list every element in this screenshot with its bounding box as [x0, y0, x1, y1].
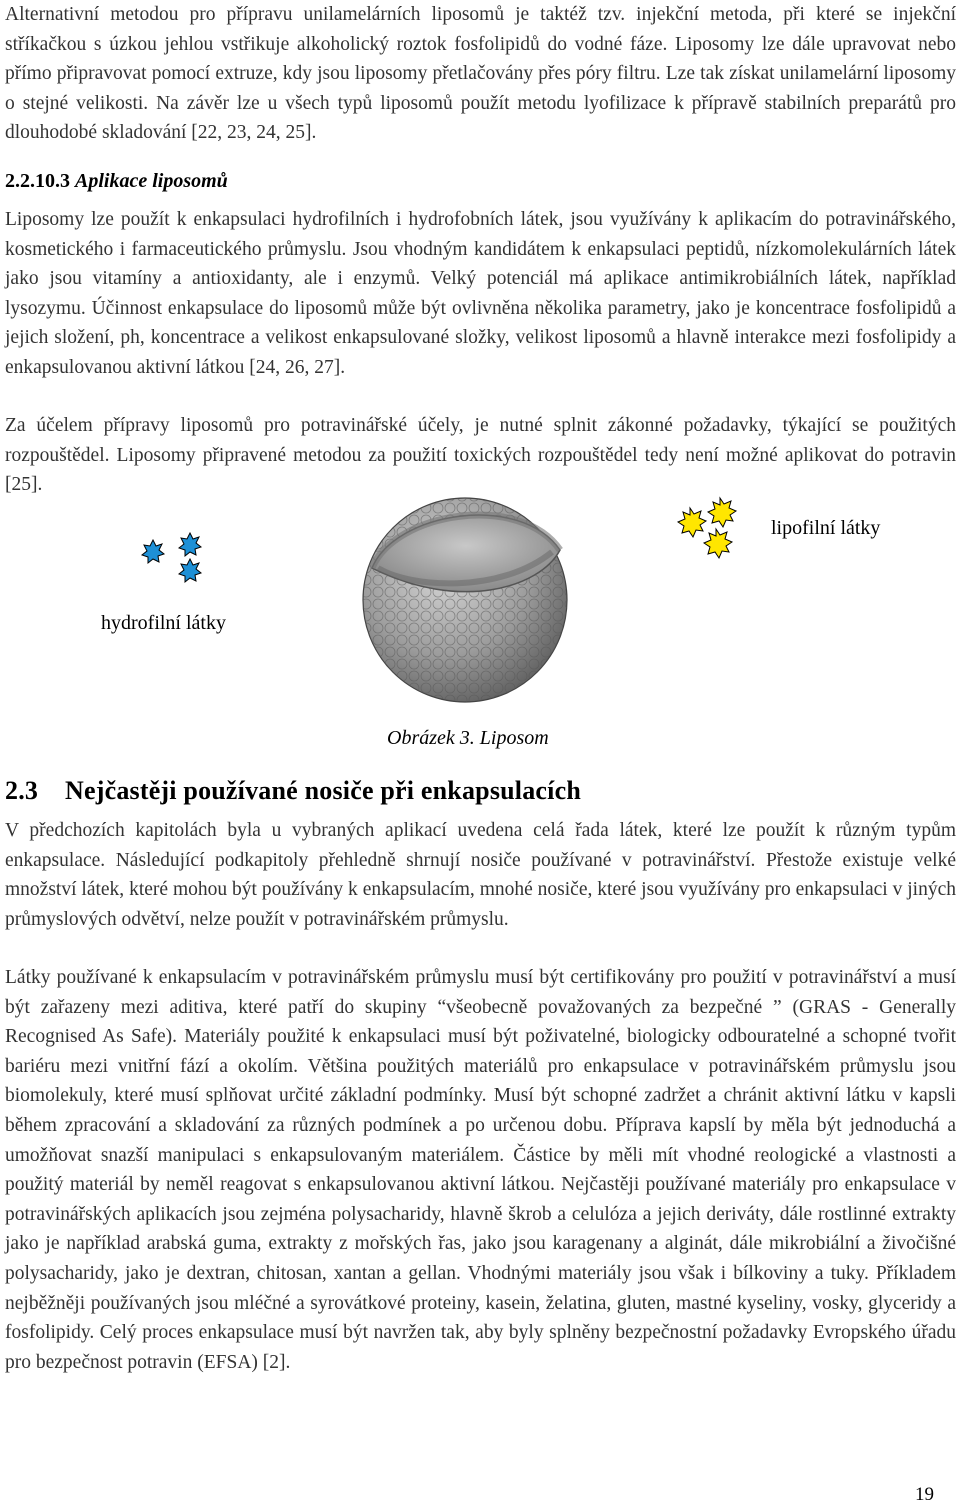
hydrophilic-molecule-icon	[179, 533, 201, 556]
paragraph-carriers-1: V předchozích kapitolách byla u vybraných aplikací uvedena celá řada látek, které lze použít k různým typům enkapsulace. Následující podkapitoly přehledně shrnují nosiče používané v potravinářství. Přestože existuje velké množství látek, které mohou být používány k enkapsulacím, mnohé nosiče, které jsou využívány pro enkapsulaci v jiných průmyslových odvětví, nelze použít v potravinářském průmyslu.	[5, 820, 956, 930]
lipophilic-molecule-icon	[704, 529, 732, 558]
paragraph-applications-1: Liposomy lze použít k enkapsulaci hydrofilních i hydrofobních látek, jsou využívány k aplikacím do potravinářského, kosmetického i farmaceutického průmyslu. Jsou vhodným kandidátem k enkapsulaci peptidů, nízkomolekulárních látek jako jsou vitamíny a antioxidanty, ale i enzymů. Velký potenciál má aplikace antimikrobiálních látek, například lysozymu. Účinnost enkapsulace do liposomů může být ovlivněna několika parametry, jako je koncentrace fosfolipidů a jejich složení, ph, koncentrace a velikost enkapsulované složky, velikost liposomů a hlavně interakce mezi fosfolipidy a enkapsulovanou aktivní látkou [24, 26, 27].	[5, 209, 956, 378]
section-heading	[5, 776, 581, 806]
section-number: 2.3	[5, 776, 39, 805]
lipophilic-molecule-icon	[708, 498, 736, 527]
label-hydrophilic: hydrofilní látky	[101, 612, 226, 634]
page-number: 19	[915, 1484, 934, 1505]
paragraph-applications-2: Za účelem přípravy liposomů pro potravinářské účely, je nutné splnit zákonné požadavky, týkající se použitých rozpouštědel. Liposomy připravené metodou za použití toxických rozpouštědel tedy není možné aplikovat do potravin [25].	[5, 415, 956, 496]
hydrophilic-molecule-icon	[179, 559, 201, 582]
subsection-heading	[5, 170, 228, 193]
hydrophilic-molecule-icon	[142, 540, 164, 563]
label-lipophilic: lipofilní látky	[771, 517, 881, 539]
section-title: Nejčastěji používané nosiče při enkapsulacích	[65, 776, 581, 805]
liposome-sphere-image	[363, 498, 567, 702]
lipophilic-molecule-icon	[678, 508, 706, 537]
paragraph-intro: Alternativní metodou pro přípravu unilamelárních liposomů je taktéž tzv. injekční metoda, při které se injekční stříkačkou s úzkou jehlou vstřikuje alkoholický roztok fosfolipidů do vodné fáze. Liposomy lze dále upravovat nebo přímo připravovat pomocí extruze, kdy jsou liposomy přetlačovány přes póry filtru. Lze tak získat unilamelární liposomy o stejné velikosti. Na závěr lze u všech typů liposomů použít metodu lyofilizace k přípravě stabilních preparátů pro dlouhodobé skladování [22, 23, 24, 25].	[5, 4, 956, 144]
subsection-title: Aplikace liposomů	[75, 170, 228, 192]
subsection-number: 2.2.10.3	[5, 170, 70, 192]
paragraph-carriers-2: Látky používané k enkapsulacím v potravinářském průmyslu musí být certifikovány pro použití v potravinářství a musí být zařazeny mezi aditiva, které patří do skupiny “všeobecně považovaných za bezpečné ” (GRAS - Generally Recognised As Safe). Materiály použité k enkapsulaci musí být poživatelné, biologicky odbouratelné a schopné tvořit bariéru mezi vnitřní fází a okolím. Většina použitých materiálů pro enkapsulace v potravinářském průmyslu jsou biomolekuly, které musí splňovat určité základní podmínky. Musí být schopné zadržet a chránit aktivní látku v kapsli během zpracování a skladování za různých podmínek a po určenou dobu. Příprava kapslí by měla být jednoduchá a umožňovat snazší manipulaci s enkapsulovaným materiálem. Částice by měli mít vhodné reologické a vlastnosti a použitý materiál by neměl reagovat s enkapsulovanou aktivní látkou. Nejčastěji používané materiály pro enkapsulace v potravinářských aplikacích jsou zejména polysacharidy, hlavně škrob a celulóza a jejich deriváty, dále rostlinné extrakty jako je například arabská guma, extrakty z mořských řas, jako jsou karagenany a alginát, dále mikrobiální a živočišné polysacharidy, jako je dextran, chitosan, xantan a gellan. Vhodnými materiály jsou však i bílkoviny a tuky. Příkladem nejběžněji používaných jsou mléčné a syrovátkové proteiny, kasein, želatina, gluten, mastné kyseliny, vosky, glyceridy a fosfolipidy. Celý proces enkapsulace musí být navržen tak, aby byly splněny bezpečnostní požadavky Evropského úřadu pro bezpečnost potravin (EFSA) [2].	[5, 967, 956, 1373]
figure-caption: Obrázek 3. Liposom	[387, 727, 549, 749]
